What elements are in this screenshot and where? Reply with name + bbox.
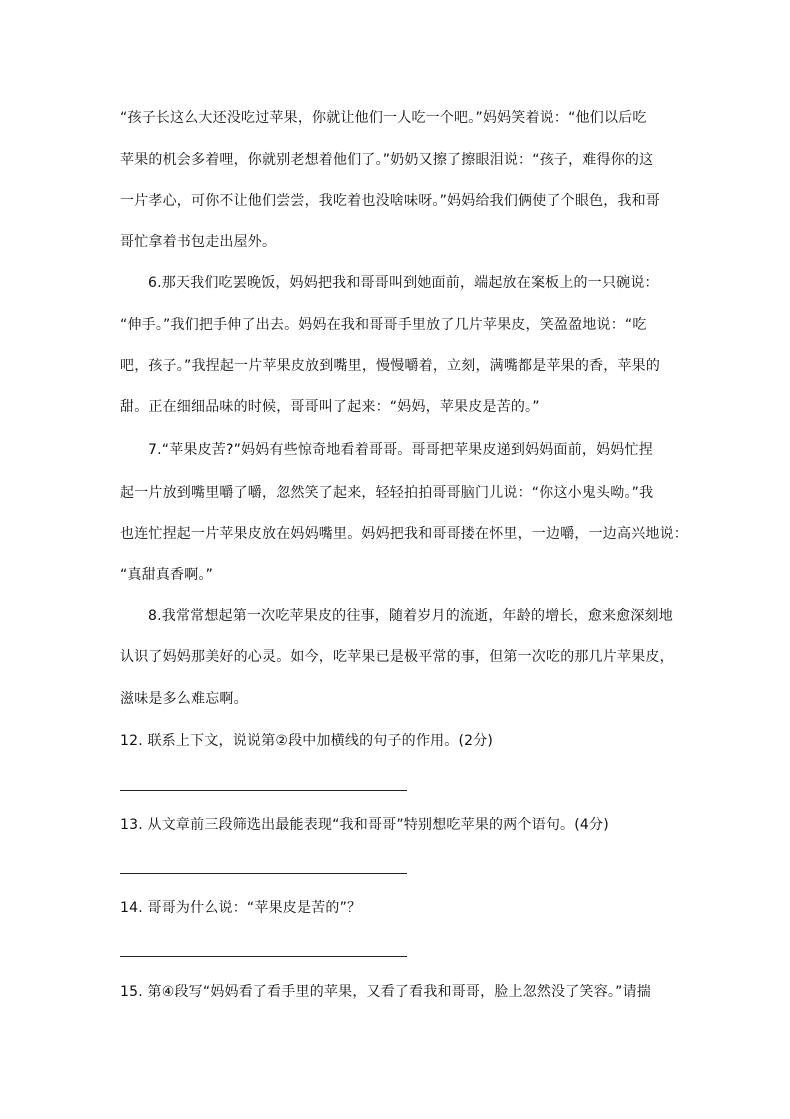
- passage-line: 起一片放到嘴里嚼了嚼，忽然笑了起来，轻轻拍拍哥哥脑门儿说：“你这小鬼头呦。”我: [120, 485, 654, 501]
- answer-line-12[interactable]: [120, 790, 407, 791]
- passage-line: 认识了妈妈那美好的心灵。如今，吃苹果已是极平常的事，但第一次吃的那几片苹果皮，: [120, 649, 674, 665]
- passage-line: 吧，孩子。”我捏起一片苹果皮放到嘴里，慢慢嚼着，立刻，满嘴都是苹果的香，苹果的: [120, 358, 661, 374]
- answer-line-14[interactable]: [120, 956, 407, 957]
- passage-line: “孩子长这么大还没吃过苹果，你就让他们一人吃一个吧。”妈妈笑着说：“他们以后吃: [120, 110, 647, 126]
- passage-line: 也连忙捏起一片苹果皮放在妈妈嘴里。妈妈把我和哥哥搂在怀里，一边嚼，一边高兴地说：: [120, 526, 688, 542]
- passage-line: 苹果的机会多着哩，你就别老想着他们了。”奶奶又擦了擦眼泪说：“孩子，难得你的这: [120, 152, 654, 168]
- passage-line: “伸手。”我们把手伸了出去。妈妈在我和哥哥手里放了几片苹果皮，笑盈盈地说：“吃: [120, 317, 647, 333]
- passage-line: 甜。正在细细品味的时候，哥哥叫了起来：“妈妈，苹果皮是苦的。”: [120, 399, 540, 415]
- passage-line: 6.那天我们吃罢晚饭，妈妈把我和哥哥叫到她面前，端起放在案板上的一只碗说：: [148, 275, 659, 291]
- answer-line-13[interactable]: [120, 873, 407, 874]
- passage-line: 一片孝心，可你不让他们尝尝，我吃着也没啥味呀。”妈妈给我们俩使了个眼色，我和哥: [120, 193, 661, 209]
- question-15: 15. 第④段写“妈妈看了看手里的苹果，又看了看我和哥哥，脸上忽然没了笑容。”请揣: [120, 984, 651, 1000]
- passage-line: 7.“苹果皮苦?”妈妈有些惊奇地看着哥哥。哥哥把苹果皮递到妈妈面前，妈妈忙捏: [148, 442, 653, 458]
- passage-line: 滋味是多么难忘啊。: [120, 691, 248, 707]
- passage-line: 哥忙拿着书包走出屋外。: [120, 234, 277, 250]
- passage-line: “真甜真香啊。”: [120, 567, 214, 583]
- question-12: 12. 联系上下文，说说第②段中加横线的句子的作用。(2分): [120, 733, 494, 749]
- question-14: 14. 哥哥为什么说：“苹果皮是苦的”？: [120, 900, 362, 916]
- passage-line: 8.我常常想起第一次吃苹果皮的往事，随着岁月的流逝，年龄的增长，愈来愈深刻地: [148, 608, 673, 624]
- question-13: 13. 从文章前三段筛选出最能表现“我和哥哥”特别想吃苹果的两个语句。(4分): [120, 817, 609, 833]
